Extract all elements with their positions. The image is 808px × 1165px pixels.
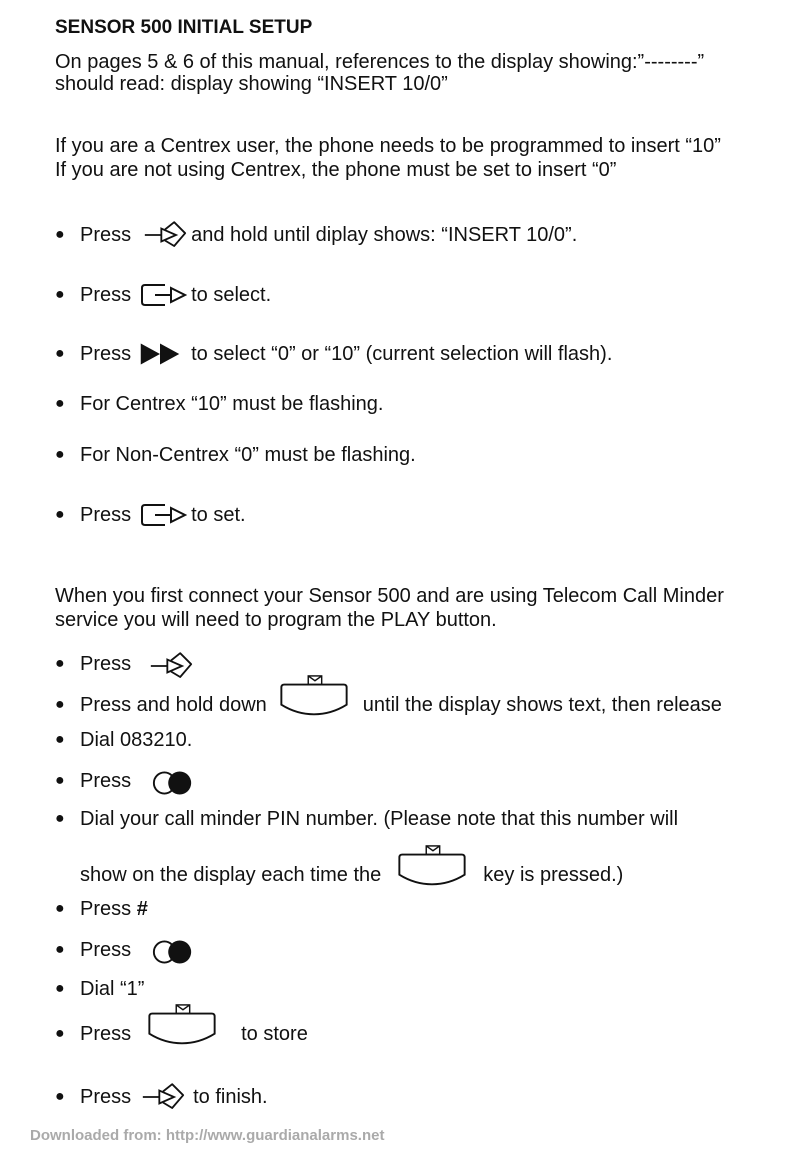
list-item: ● Press to finish. xyxy=(55,1082,268,1112)
step-text: Press xyxy=(80,653,132,675)
enter-key-icon xyxy=(143,220,187,250)
play-message-key-icon xyxy=(279,674,349,722)
step-text: to finish. xyxy=(193,1086,268,1108)
step-text: Press and hold down xyxy=(80,694,267,716)
step-text: Dial 083210. xyxy=(80,729,193,751)
enter-key-icon xyxy=(141,1082,185,1112)
step-text: to select “0” or “10” (current selection will flash). xyxy=(191,343,613,365)
step-text: Press xyxy=(80,224,132,246)
select-key-icon xyxy=(139,281,187,309)
step-text: Press xyxy=(80,770,132,792)
list-item: ● Press xyxy=(55,768,195,794)
step-text: For Centrex “10” must be flashing. xyxy=(80,393,384,415)
list-item: ● Press xyxy=(55,937,195,963)
list-item: ● Dial “1” xyxy=(55,978,145,1000)
list-item: ● Press to select “0” or “10” (current selection will flash). xyxy=(55,343,613,365)
step-text: Dial your call minder PIN number. (Please note that this number will xyxy=(80,808,679,830)
callminder-line-2: service you will need to program the PLAY button. xyxy=(55,609,497,631)
fast-forward-key-icon xyxy=(139,341,181,367)
centrex-line-2: If you are not using Centrex, the phone must be set to insert “0” xyxy=(55,159,617,181)
intro-line-2: should read: display showing “INSERT 10/0” xyxy=(55,73,448,95)
list-item: ● Press xyxy=(55,649,193,679)
step-text: until the display shows text, then release xyxy=(362,694,722,716)
list-item: ● Press to set. xyxy=(55,501,246,529)
download-footer: Downloaded from: http://www.guardianalarms.net xyxy=(30,1127,385,1144)
list-item: ● Press and hold until diplay shows: “INSERT 10/0”. xyxy=(55,220,577,250)
intro-line-1: On pages 5 & 6 of this manual, references to the display showing:”--------” xyxy=(55,51,705,73)
list-item-continued xyxy=(80,858,623,892)
play-message-key-icon xyxy=(397,844,467,892)
list-item: ● Press to store xyxy=(55,1017,308,1051)
step-text: Press xyxy=(80,1086,132,1108)
step-text: and hold until diplay shows: “INSERT 10/0”. xyxy=(191,224,578,246)
list-item: ● Press to select. xyxy=(55,281,271,309)
step-text: to store xyxy=(241,1023,308,1045)
hash-key: # xyxy=(136,898,148,920)
list-item: ● Dial your call minder PIN number. (Please note that this number will xyxy=(55,808,679,830)
step-text: Press xyxy=(80,343,132,365)
step-text: Press xyxy=(80,939,132,961)
select-key-icon xyxy=(139,501,187,529)
step-text: Press xyxy=(80,504,132,526)
double-circle-key-icon xyxy=(151,939,195,965)
step-text: show on the display each time the xyxy=(80,864,382,886)
play-message-key-icon xyxy=(147,1003,217,1051)
step-text: For Non-Centrex “0” must be flashing. xyxy=(80,444,416,466)
step-text: Press xyxy=(80,1023,132,1045)
step-text: Press xyxy=(80,898,132,920)
list-item: ● Press # xyxy=(55,898,148,920)
step-text: Press xyxy=(80,284,132,306)
centrex-line-1: If you are a Centrex user, the phone needs to be programmed to insert “10” xyxy=(55,135,721,157)
list-item: ● Dial 083210. xyxy=(55,729,193,751)
callminder-line-1: When you first connect your Sensor 500 and are using Telecom Call Minder xyxy=(55,585,724,607)
double-circle-key-icon xyxy=(151,770,195,796)
page-title: SENSOR 500 INITIAL SETUP xyxy=(55,17,313,38)
enter-key-icon xyxy=(149,651,193,681)
step-text: key is pressed.) xyxy=(483,864,624,886)
list-item: ● For Centrex “10” must be flashing. xyxy=(55,393,384,415)
step-text: Dial “1” xyxy=(80,978,145,1000)
list-item: ● Press and hold down until the display shows text, then release xyxy=(55,688,722,722)
list-item: ● For Non-Centrex “0” must be flashing. xyxy=(55,444,416,466)
step-text: to select. xyxy=(191,284,272,306)
step-text: to set. xyxy=(191,504,246,526)
